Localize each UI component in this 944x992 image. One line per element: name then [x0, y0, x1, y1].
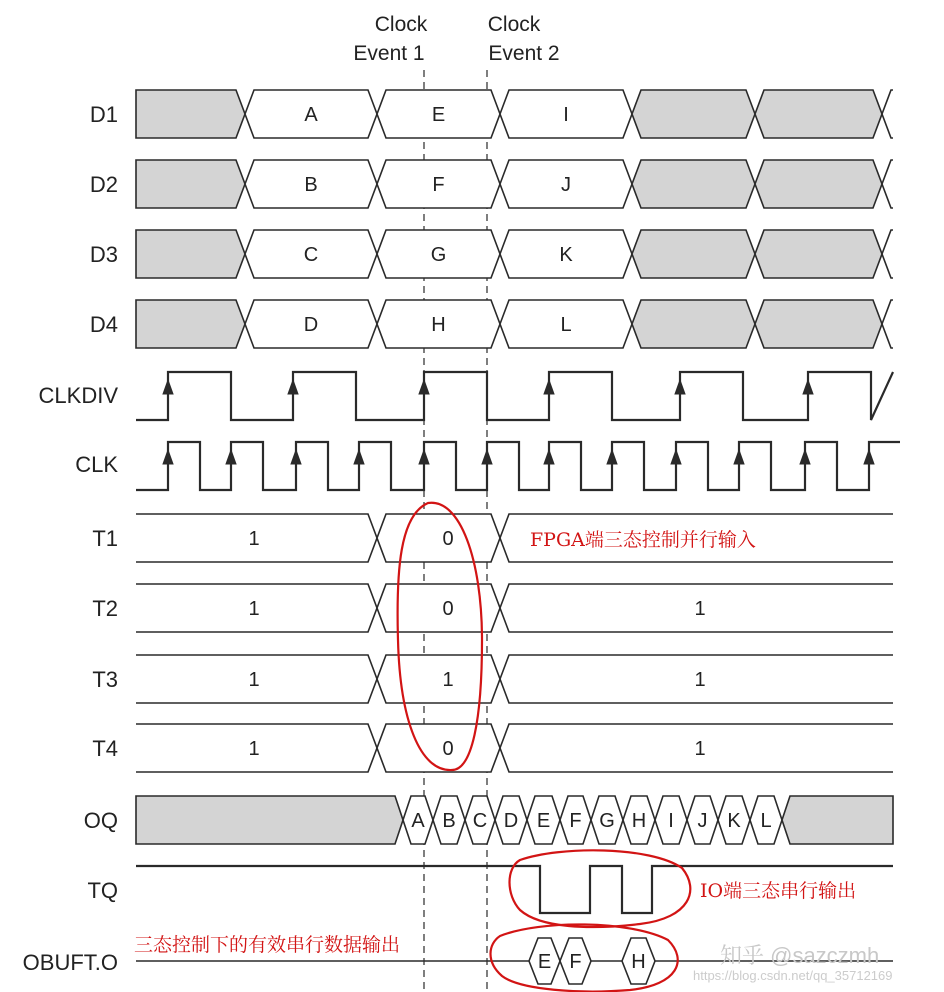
rising-edge-arrow	[544, 380, 554, 394]
row-label: D3	[89, 242, 118, 267]
rising-edge-arrow	[544, 450, 554, 464]
rising-edge-arrow	[163, 380, 173, 394]
data-cell-value: E	[431, 104, 446, 126]
clkdiv-waveform	[136, 372, 893, 420]
obuft-cell-value: E	[537, 951, 552, 973]
row-d2	[90, 160, 893, 208]
oq-cell-value: L	[760, 810, 772, 832]
t-value-mid: 0	[442, 738, 454, 760]
row-label: T2	[92, 596, 118, 621]
t-value-after: 1	[694, 598, 706, 620]
invalid-data-segment	[632, 160, 755, 208]
tristate-control-rows	[92, 514, 893, 772]
oq-cell-value: B	[442, 810, 456, 832]
tq-circle	[510, 850, 691, 927]
oq-cell-value: H	[631, 810, 647, 832]
rising-edge-arrow	[864, 450, 874, 464]
t-value-mid: 1	[442, 669, 454, 691]
invalid-data-segment	[755, 160, 882, 208]
oq-cell-value: K	[727, 810, 741, 832]
rising-edge-arrow	[226, 450, 236, 464]
obuft-cell-value: H	[631, 951, 646, 973]
rising-edge-arrow	[419, 450, 429, 464]
invalid-data-segment	[755, 300, 882, 348]
data-cell-value: H	[431, 314, 446, 336]
rising-edge-arrow	[675, 380, 685, 394]
invalid-data-segment	[136, 300, 245, 348]
obuft-label: OBUFT.O	[22, 950, 118, 975]
t-value-mid: 0	[442, 598, 454, 620]
oq-cell-value: E	[536, 810, 551, 832]
event-1-label-line1: Clock	[374, 13, 428, 36]
oq-row	[84, 796, 893, 844]
rising-edge-arrow	[419, 380, 429, 394]
oq-cell-value: G	[599, 810, 615, 832]
oq-label: OQ	[83, 808, 118, 833]
event-2-label-line1: Clock	[487, 13, 541, 36]
invalid-data-segment	[755, 90, 882, 138]
oq-cell-value: D	[503, 810, 519, 832]
oq-cell-value: C	[472, 810, 488, 832]
rising-edge-arrow	[803, 380, 813, 394]
data-tail	[882, 90, 893, 138]
rising-edge-arrow	[163, 450, 173, 464]
invalid-data-segment	[632, 300, 755, 348]
row-label: D2	[89, 172, 118, 197]
data-cell-value: A	[304, 104, 318, 126]
data-cell-value: B	[304, 174, 318, 196]
watermark-brand: 知乎 @sazczmh	[720, 943, 880, 968]
oq-invalid-segment	[782, 796, 893, 844]
data-cell-value: L	[560, 314, 572, 336]
annotation-valid-serial: 三态控制下的有效串行数据输出	[134, 934, 401, 956]
watermark-url: https://blog.csdn.net/qq_35712169	[693, 968, 893, 983]
event-1-label-line2: Event 1	[353, 42, 425, 65]
row-t3	[92, 655, 893, 703]
annotation-io-serial: IO端三态串行输出	[700, 880, 857, 902]
rising-edge-arrow	[482, 450, 492, 464]
t-value-before: 1	[248, 528, 260, 550]
rising-edge-arrow	[291, 450, 301, 464]
clkdiv-label: CLKDIV	[38, 383, 118, 408]
t-value-before: 1	[248, 738, 260, 760]
t-segment-mid	[377, 514, 500, 562]
data-cell-value: F	[432, 174, 445, 196]
clkdiv-row	[39, 372, 893, 420]
oq-cell-value: F	[569, 810, 582, 832]
oq-cell-value: A	[411, 810, 425, 832]
event-2-label-line2: Event 2	[488, 42, 560, 65]
t-value-mid: 0	[442, 528, 454, 550]
row-t2	[92, 584, 893, 632]
rising-edge-arrow	[288, 380, 298, 394]
row-label: D4	[89, 312, 118, 337]
row-t4	[92, 724, 893, 772]
rising-edge-arrow	[734, 450, 744, 464]
row-d3	[90, 230, 893, 278]
invalid-data-segment	[632, 230, 755, 278]
t-value-after: 1	[694, 738, 706, 760]
t-value-before: 1	[248, 669, 260, 691]
data-tail	[882, 230, 893, 278]
data-cell-value: K	[559, 244, 573, 266]
annotation-fpga-parallel: FPGA端三态控制并行输入	[530, 529, 756, 551]
data-cell-value: C	[303, 244, 319, 266]
invalid-data-segment	[632, 90, 755, 138]
invalid-data-segment	[136, 230, 245, 278]
rising-edge-arrow	[354, 450, 364, 464]
row-label: D1	[89, 102, 118, 127]
t-value-after: 1	[694, 669, 706, 691]
watermark	[693, 943, 893, 983]
tq-label: TQ	[87, 878, 118, 903]
row-t1	[92, 514, 893, 562]
row-label: T4	[92, 736, 118, 761]
clk-label: CLK	[75, 452, 118, 477]
data-input-rows	[90, 90, 893, 348]
row-d1	[90, 90, 893, 138]
oq-invalid-segment	[136, 796, 403, 844]
rising-edge-arrow	[800, 450, 810, 464]
data-cell-value: D	[303, 314, 319, 336]
clk-waveform	[136, 442, 900, 490]
rising-edge-arrow	[607, 450, 617, 464]
t-segment-mid	[377, 724, 500, 772]
t-value-before: 1	[248, 598, 260, 620]
row-label: T3	[92, 667, 118, 692]
obuft-cell-value: F	[569, 951, 582, 973]
rising-edge-arrow	[671, 450, 681, 464]
invalid-data-segment	[136, 160, 245, 208]
data-tail	[882, 160, 893, 208]
invalid-data-segment	[755, 230, 882, 278]
row-d4	[90, 300, 893, 348]
clk-row	[75, 442, 900, 490]
data-cell-value: G	[430, 244, 447, 266]
data-tail	[882, 300, 893, 348]
invalid-data-segment	[136, 90, 245, 138]
data-cell-value: I	[563, 104, 569, 126]
data-cell-value: J	[561, 174, 571, 196]
row-label: T1	[92, 526, 118, 551]
oq-cell-value: I	[668, 810, 674, 832]
oq-cell-value: J	[697, 810, 708, 832]
